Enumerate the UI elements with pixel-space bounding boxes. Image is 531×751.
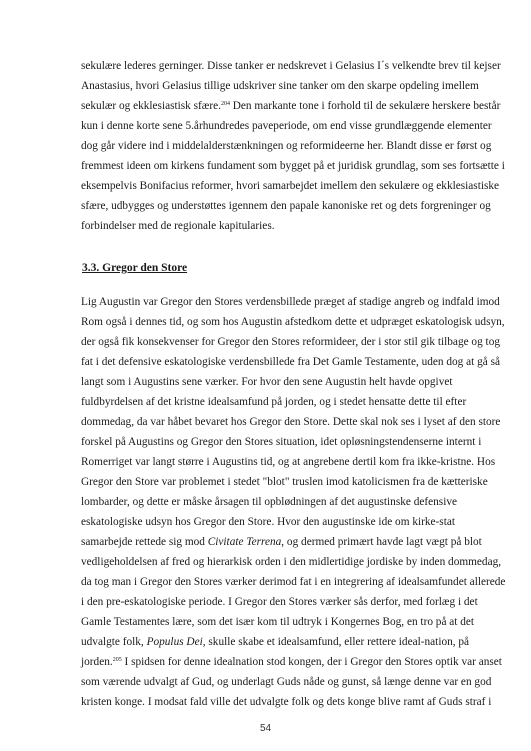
text-line: i den pre-eskatologiske periode. I Gregor den Stores værker sås derfor, med forlæg i det (81, 596, 478, 608)
text-line: der også fik konsekvenser for Gregor den Stores reformideer, der i stor stil gik tilbage og tog (81, 336, 500, 348)
text-line-part: I spidsen for denne idealnation stod kongen, der i Gregor den Stores optik var anset (121, 656, 502, 668)
page-number: 54 (259, 723, 272, 734)
text-line: dommedag, da var håbet bevaret hos Gregor den Store. Dette skal nok ses i lyset af den store (81, 416, 501, 428)
text-line-part: , skulle skabe et idealsamfund, eller rettere ideal-nation, på (202, 636, 470, 648)
text-line: sekulære lederes gerninger. Disse tanker er nedskrevet i Gelasius I´s velkendte brev til kejser (81, 60, 501, 72)
text-line: eskatologiske udsyn hos Gregor den Store. Hvor den augustinske ide om kirke-stat (81, 516, 455, 528)
text-line (81, 656, 502, 669)
text-line: Anastasius, hvori Gelasius tillige udskriver sine tanker om den skarpe opdeling imellem (81, 80, 479, 92)
text-line: kristen konge. I modsat fald ville det udvalgte folk og dets konge blive ramt af Guds straf i (81, 696, 492, 708)
text-line (81, 636, 469, 649)
text-line-part: jorden. (81, 656, 113, 668)
text-line-part: , og dermed primært havde lagt vægt på blot (281, 536, 482, 548)
footnote-marker[interactable]: 205 (112, 657, 122, 663)
text-line: lombarder, og dette er måske årsagen til opblødningen af det augustinske defensive (81, 496, 457, 508)
text-line: Gamle Testamentes lære, som det især kom til udtryk i Kongernes Bog, en tro på at det (81, 616, 475, 628)
text-line: fremmest ideen om kirkens fundament som bygget på et juridisk grundlag, som ses fortsætte i (81, 160, 505, 172)
text-line: Gregor den Store var problemet i stedet "blot" truslen imod katolicismen fra de kætteriske (81, 476, 488, 488)
text-line: som værende udvalgt af Gud, og underlagt Guds nåde og gunst, så længe denne var en god (81, 676, 492, 688)
text-line: Romerriget var langt større i Augustins tid, og at angrebene dertil kom fra ikke-kristne. Hos (81, 456, 496, 468)
text-line: sfære, udbygges og understøttes igennem den papale kanoniske ret og dets forgreninger og (81, 200, 491, 212)
italic-term: Civitate Terrena (207, 536, 282, 548)
italic-term: Populus Dei (146, 636, 203, 648)
text-line-part: samarbejde rettede sig mod (81, 536, 208, 548)
text-line (81, 100, 500, 113)
text-line: eksempelvis Bonifacius reformer, hvori samarbejdet imellem den sekulære og ekklesiastiske (81, 180, 500, 192)
section-heading: 3.3. Gregor den Store (82, 262, 188, 274)
text-line: dog går videre ind i middelalderstænkningen og reformideerne her. Blandt disse er først og (81, 140, 492, 152)
text-line: kun i denne korte sene 5.århundredes paveperiode, om end visse grundlæggende elementer (81, 120, 492, 132)
text-line: langt som i Augustins sene værker. For hvor den sene Augustin helt havde opgivet (81, 376, 453, 388)
text-line-part: Den markante tone i forhold til de sekulære herskere består (229, 100, 501, 112)
footnote-marker[interactable]: 204 (220, 101, 230, 107)
text-line-part: sekulær og ekklesiastisk sfære. (81, 100, 221, 112)
text-line: da tog man i Gregor den Stores værker derimod fat i en integrering af idealsamfundet allerede (81, 576, 506, 588)
text-line-part: udvalgte folk, (81, 636, 147, 648)
text-line (81, 536, 482, 549)
text-line: fuldbyrdelsen af det kristne idealsamfund på jorden, og i stedet hensatte dette til efter (81, 396, 467, 408)
text-line: Lig Augustin var Gregor den Stores verdensbillede præget af stadige angreb og indfald imod (81, 296, 500, 308)
text-line: forskel på Augustins og Gregor den Stores situation, idet opløsningstendenserne internt i (81, 436, 482, 448)
text-line: fat i det defensive eskatologiske verdensbillede fra Det Gamle Testamente, uden dog at gå så (81, 356, 501, 368)
text-line: vedligeholdelsen af fred og hierarkisk orden i den midlertidige jordiske by inden dommedag, (81, 556, 502, 568)
text-line: Rom også i dennes tid, og som hos Augustin afstedkom dette et udpræget eskatologisk udsyn, (81, 316, 505, 328)
text-line: forbindelser med de regionale kapitularies. (81, 220, 275, 232)
